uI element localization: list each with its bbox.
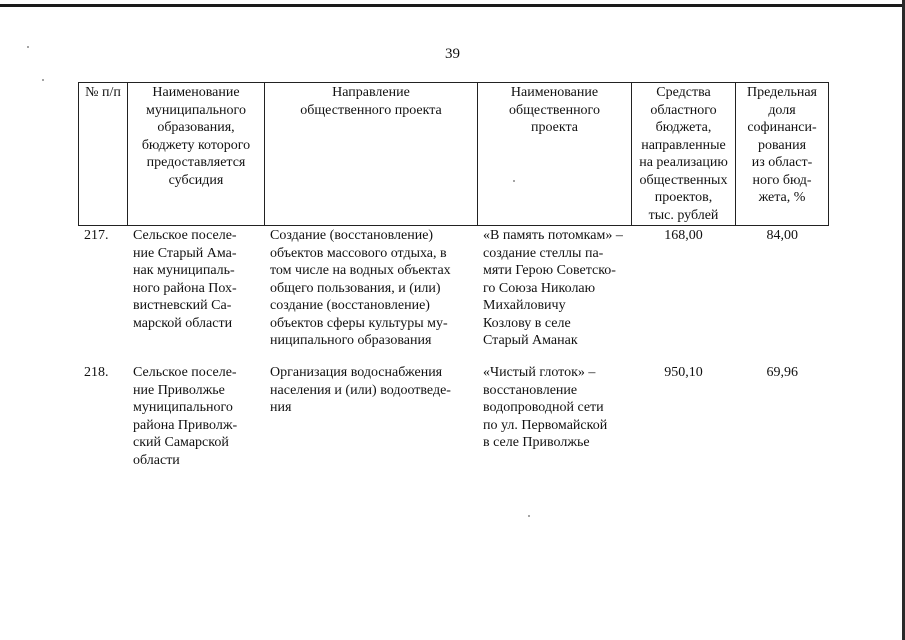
scan-edge-top <box>0 4 905 7</box>
row-municipality: Сельское поселе- ние Старый Ама- нак муниципаль- ного района Пох- вистневский Са- марской области <box>133 228 237 331</box>
table-row <box>79 226 829 364</box>
row-project: «Чистый глоток» – восстановление водопроводной сети по ул. Первомайской в селе Приволжье <box>483 365 608 450</box>
table-header <box>79 83 829 226</box>
header-project: Наименование общественного проекта <box>478 83 632 226</box>
header-direction: Направление общественного проекта <box>265 83 478 226</box>
scan-speck <box>42 79 44 81</box>
row-direction: Организация водоснабжения населения и (или) водоотведе- ния <box>270 365 451 415</box>
scan-speck <box>27 46 29 48</box>
header-share: Предельная доля софинанси- рования из област- ного бюд- жета, % <box>736 83 829 226</box>
row-share: 69,96 <box>766 365 798 380</box>
header-funds: Средства областного бюджета, направленные на реализацию общественных проектов, тыс. рублей <box>632 83 736 226</box>
page-number: 39 <box>445 46 460 62</box>
row-number: 218. <box>84 365 109 380</box>
row-funds: 950,10 <box>664 365 703 380</box>
row-share: 84,00 <box>766 228 798 243</box>
row-direction: Создание (восстановление) объектов массового отдыха, в том числе на водных объектах общего пользования, и (или) создание (восстановление) объектов сферы культуры му- ниципального образования <box>270 228 451 348</box>
header-municipality: Наименование муниципального образования, бюджету которого предоставляется субсидия <box>128 83 265 226</box>
row-project: «В память потомкам» – создание стеллы па- мяти Герою Советско- го Союза Николаю Михайловичу Козлову в селе Старый Аманак <box>483 228 623 348</box>
row-funds: 168,00 <box>664 228 703 243</box>
row-municipality: Сельское поселе- ние Приволжье муниципального района Приволж- ский Самарской области <box>133 365 238 468</box>
table-row <box>79 363 829 475</box>
scan-speck <box>513 180 515 182</box>
header-number: № п/п <box>79 83 128 226</box>
table-body <box>79 226 829 476</box>
subsidy-table <box>78 82 829 475</box>
scan-speck <box>528 515 530 517</box>
header-row <box>79 83 829 226</box>
row-number: 217. <box>84 228 109 243</box>
